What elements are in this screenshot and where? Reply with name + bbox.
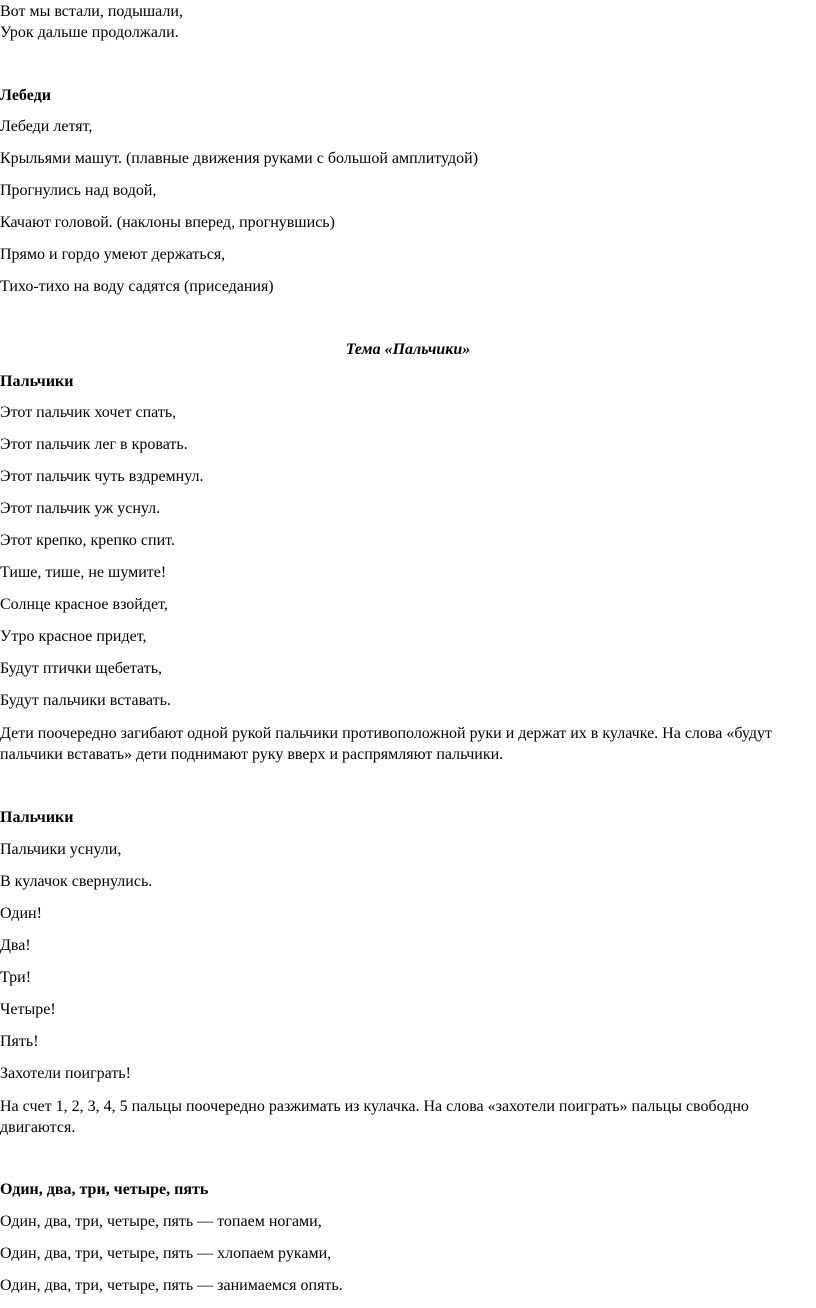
- poem-line: Пальчики уснули,: [0, 841, 122, 858]
- theme-title: Тема «Пальчики»: [345, 341, 471, 358]
- poem-line: Утро красное придет,: [0, 628, 147, 645]
- section-heading-count: Один, два, три, четыре, пять: [0, 1181, 209, 1198]
- poem-line: Этот пальчик уж уснул.: [0, 500, 161, 517]
- poem-line: Два!: [0, 937, 31, 954]
- poem-line: Лебеди летят,: [0, 118, 93, 135]
- poem-line: В кулачок свернулись.: [0, 873, 153, 890]
- poem-line: Солнце красное взойдет,: [0, 596, 168, 613]
- poem-line: Один, два, три, четыре, пять — занимаемся опять.: [0, 1277, 343, 1294]
- poem-line: Пять!: [0, 1033, 39, 1050]
- description-paragraph: На счет 1, 2, 3, 4, 5 пальцы поочередно разжимать из кулачка. На слова «захотели поиграть» пальцы свободно двигаются.: [0, 1098, 749, 1136]
- poem-line: Тише, тише, не шумите!: [0, 564, 167, 581]
- poem-line: Этот пальчик лег в кровать.: [0, 436, 188, 453]
- intro-line: Урок дальше продолжали.: [0, 24, 179, 41]
- section-heading-swans: Лебеди: [0, 87, 51, 104]
- poem-line: Тихо-тихо на воду садятся (приседания): [0, 278, 274, 295]
- section-heading-fingers: Пальчики: [0, 809, 74, 826]
- poem-line: Четыре!: [0, 1001, 56, 1018]
- poem-line: Один, два, три, четыре, пять — топаем ногами,: [0, 1213, 322, 1230]
- poem-line: Этот пальчик чуть вздремнул.: [0, 468, 204, 485]
- poem-line: Крыльями машут. (плавные движения руками с большой амплитудой): [0, 150, 479, 167]
- intro-line: Вот мы встали, подышали,: [0, 3, 183, 20]
- poem-line: Качают головой. (наклоны вперед, прогнувшись): [0, 214, 335, 231]
- poem-line: Захотели поиграть!: [0, 1065, 131, 1082]
- poem-line: Будут пальчики вставать.: [0, 692, 171, 709]
- poem-line: Этот пальчик хочет спать,: [0, 404, 177, 421]
- poem-line: Один, два, три, четыре, пять — хлопаем руками,: [0, 1245, 332, 1262]
- poem-line: Прогнулись над водой,: [0, 182, 157, 199]
- poem-line: Прямо и гордо умеют держаться,: [0, 246, 226, 263]
- section-heading-fingers: Пальчики: [0, 373, 74, 390]
- poem-line: Три!: [0, 969, 32, 986]
- poem-line: Один!: [0, 905, 42, 922]
- poem-line: Этот крепко, крепко спит.: [0, 532, 175, 549]
- poem-line: Будут птички щебетать,: [0, 660, 163, 677]
- description-paragraph: Дети поочередно загибают одной рукой пальчики противоположной руки и держат их в кулачке. На слова «будут пальчики вставать» дети поднимают руку вверх и распрямляют пальчики.: [0, 725, 773, 763]
